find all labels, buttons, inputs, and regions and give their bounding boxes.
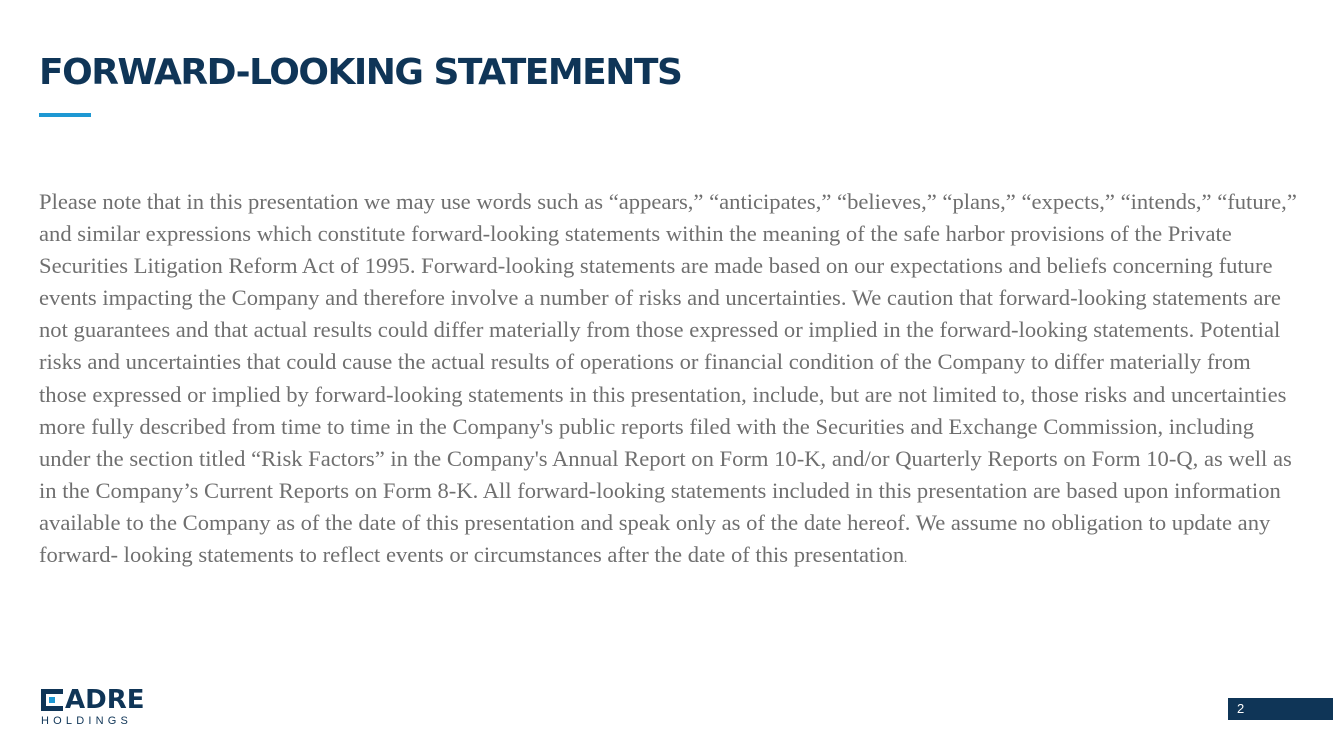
company-logo bbox=[40, 685, 150, 730]
disclaimer-text: Please note that in this presentation we may use words such as “appears,” “anticipates,” “believes,” “plans,” “expects,” “intends,” “future,” and similar expressions which constitute forward-looking statements within the meaning of the safe harbor provisions of the Private Securities Litigation Reform Act of 1995. Forward-looking statements are made based on our expectations and beliefs concerning future events impacting the Company and therefore involve a number of risks and uncertainties. We caution that forward-looking statements are not guarantees and that actual results could differ materially from those expressed or implied in the forward-looking statements. Potential risks and uncertainties that could cause the actual results of operations or financial condition of the Company to differ materially from those expressed or implied by forward-looking statements in this presentation, include, but are not limited to, those risks and uncertainties more fully described from time to time in the Company's public reports filed with the Securities and Exchange Commission, including under the section titled “Risk Factors” in the Company's Annual Report on Form 10-K, and/or Quarterly Reports on Form 10-Q, as well as in the Company’s Current Reports on Form 8-K. All forward-looking statements included in this presentation are based upon information available to the Company as of the date of this presentation and speak only as of the date hereof. We assume no obligation to update any forward- looking statements to reflect events or circumstances after the date of this presentation bbox=[39, 189, 1297, 568]
title-accent-rule bbox=[39, 113, 91, 117]
disclaimer-end-period: . bbox=[904, 551, 908, 566]
page-number-badge bbox=[1228, 698, 1333, 720]
disclaimer-paragraph bbox=[39, 186, 1301, 574]
slide-title: FORWARD-LOOKING STATEMENTS bbox=[39, 52, 682, 93]
logo-wordmark: ADRE bbox=[65, 685, 145, 715]
cadre-c-mark-icon bbox=[40, 688, 64, 712]
logo-subtitle: HOLDINGS bbox=[41, 715, 133, 727]
page-number: 2 bbox=[1237, 701, 1245, 716]
